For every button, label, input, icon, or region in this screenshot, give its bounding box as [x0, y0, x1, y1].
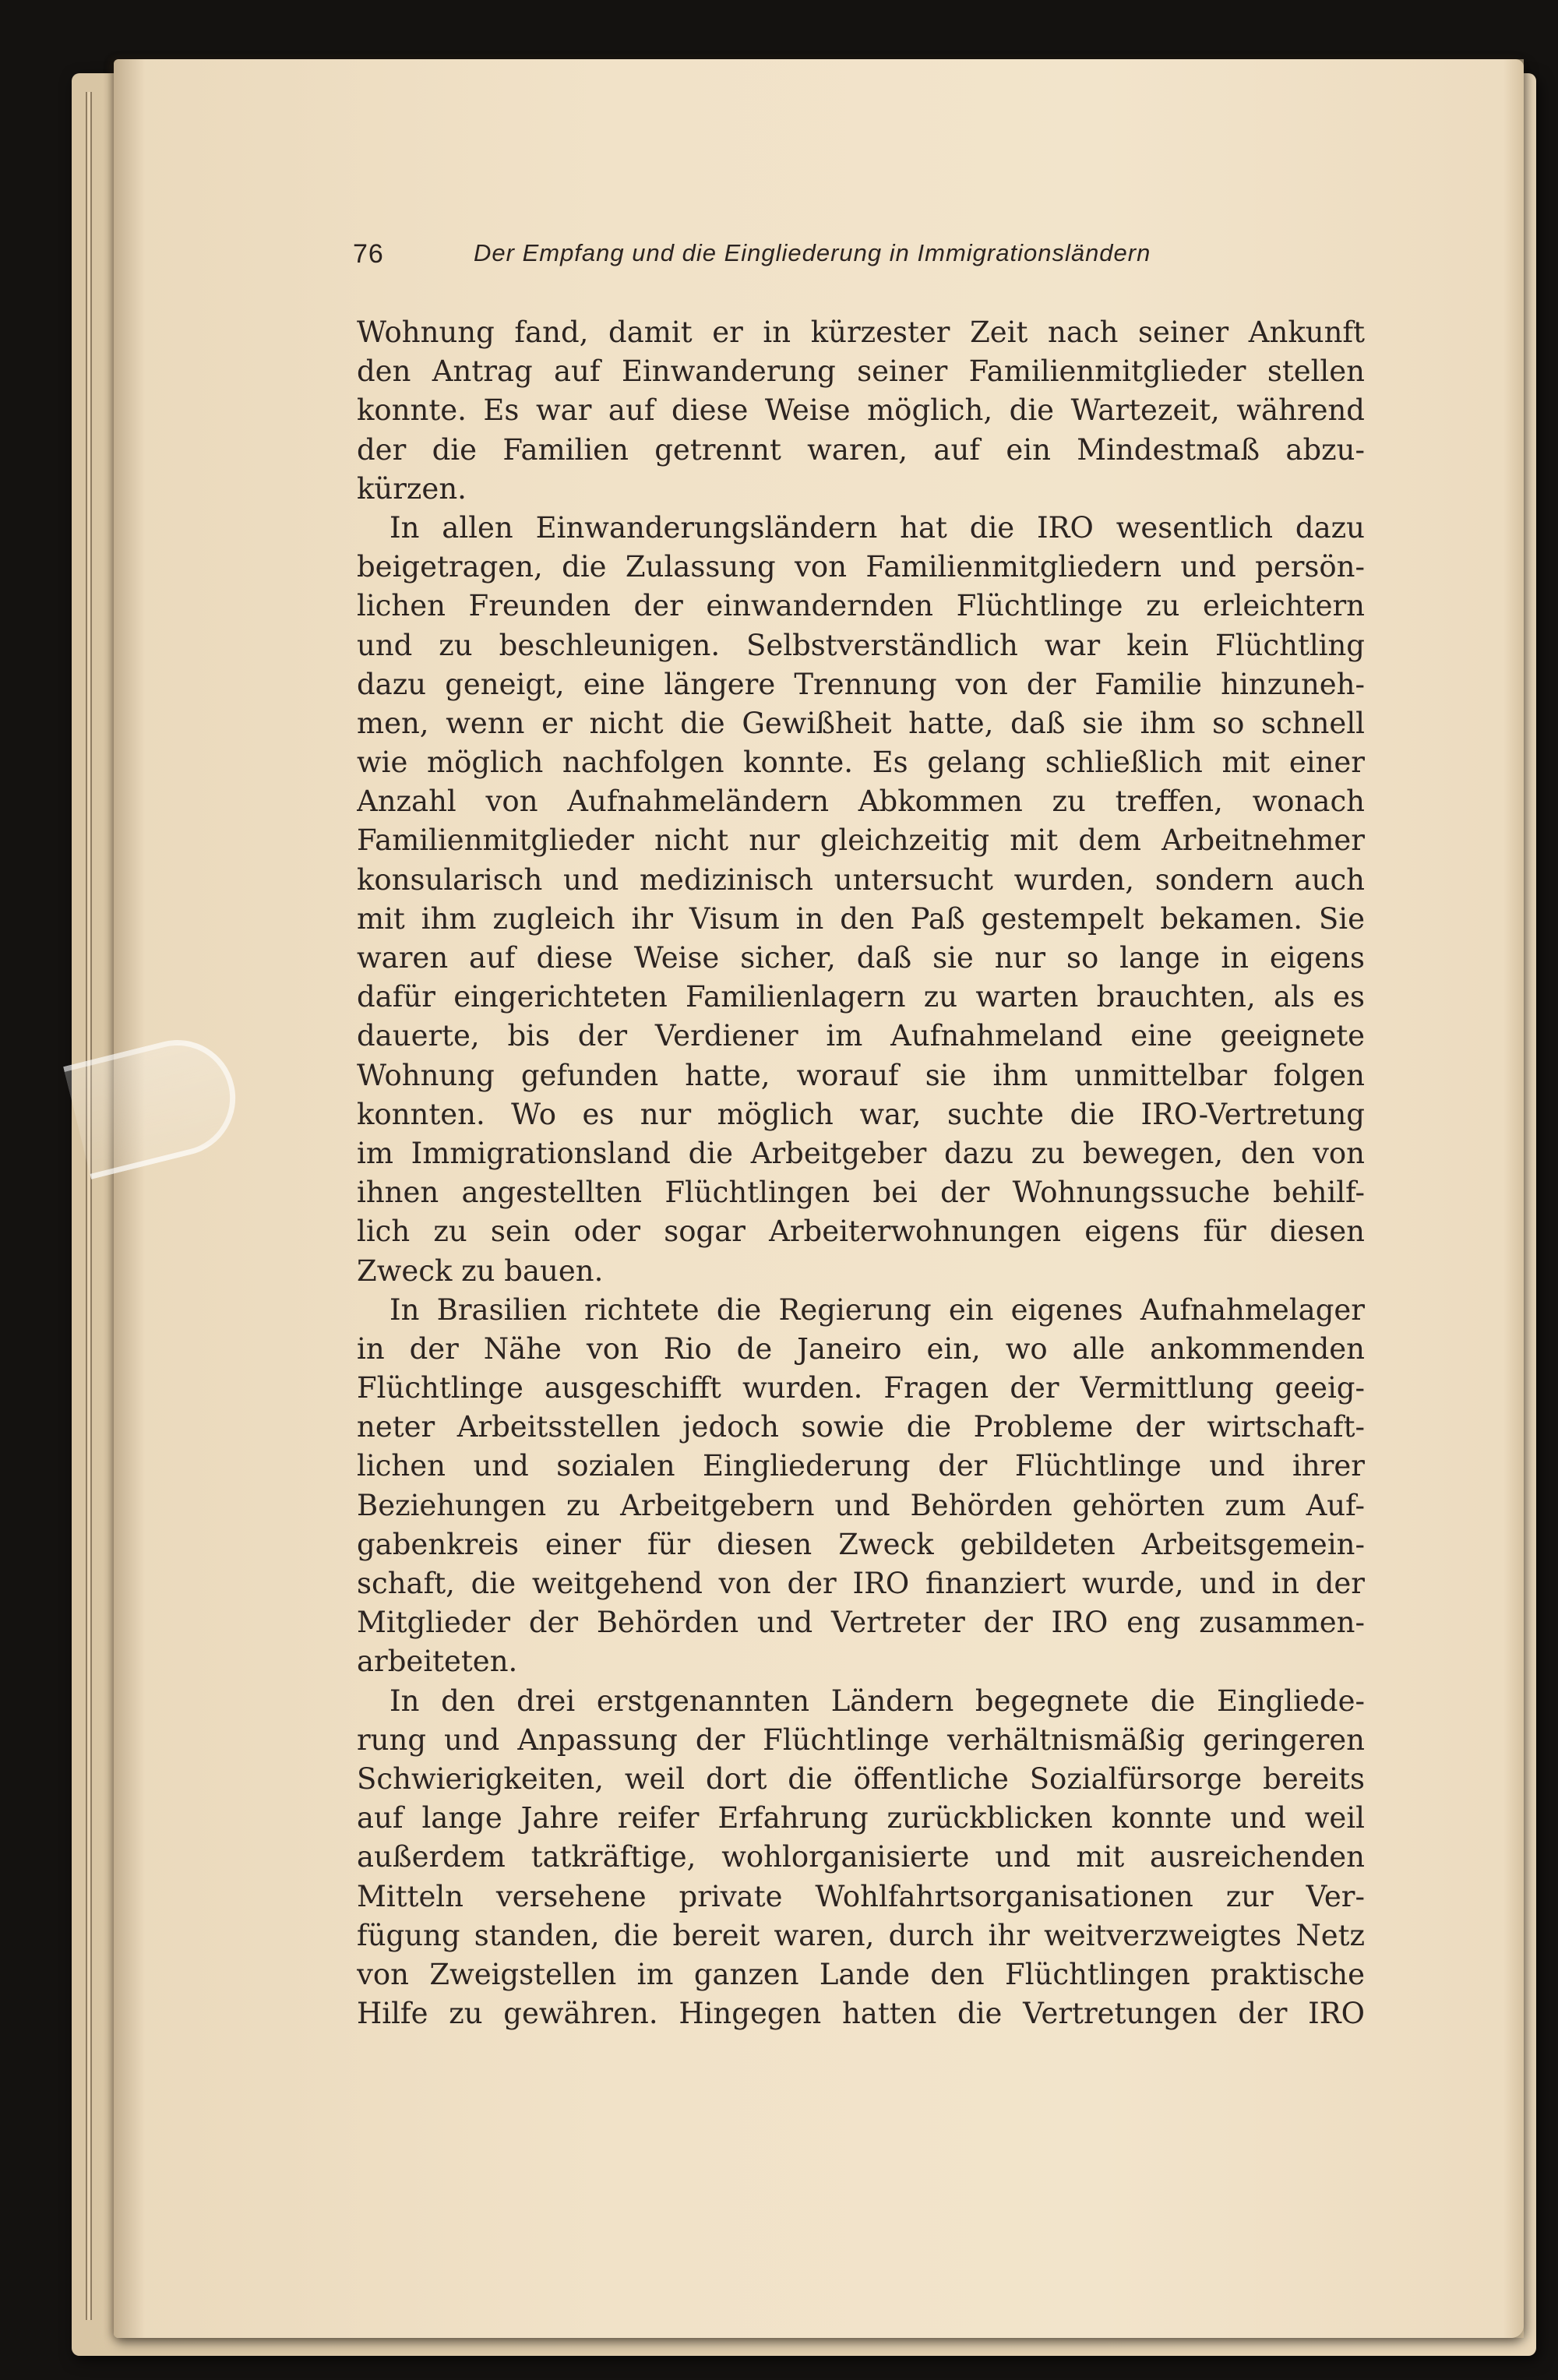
- paragraph: [357, 1682, 1365, 2034]
- text-line: außerdem tatkräftige, wohlorganisierte und mit ausreichenden: [357, 1840, 1365, 1874]
- text-line: wie möglich nachfolgen konnte. Es gelang schließlich mit einer: [357, 746, 1365, 780]
- text-line: von Zweigstellen im ganzen Lande den Flüchtlingen praktische: [357, 1957, 1365, 1991]
- text-line: und zu beschleunigen. Selbstverständlich war kein Flüchtling: [357, 628, 1365, 662]
- text-line: In Brasilien richtete die Regierung ein eigenes Aufnahmelager: [390, 1292, 1365, 1327]
- text-line: lichen und sozialen Eingliederung der Flüchtlinge und ihrer: [357, 1449, 1365, 1483]
- text-line: Familienmitglieder nicht nur gleichzeitig mit dem Arbeitnehmer: [357, 823, 1365, 858]
- text-line: dafür eingerichteten Familienlagern zu warten brauchten, als es: [357, 980, 1365, 1014]
- text-line: waren auf diese Weise sicher, daß sie nur so lange in eigens: [357, 941, 1365, 975]
- text-line: In allen Einwanderungsländern hat die IRO wesentlich dazu: [390, 510, 1365, 545]
- paragraph: [357, 313, 1365, 509]
- text-line: Mitglieder der Behörden und Vertreter der IRO eng zusammen-: [357, 1606, 1365, 1640]
- text-line: Wohnung fand, damit er in kürzester Zeit nach seiner Ankunft: [357, 316, 1365, 349]
- text-line: lich zu sein oder sogar Arbeiterwohnungen eigens für diesen: [357, 1215, 1365, 1249]
- text-line: in der Nähe von Rio de Janeiro ein, wo alle ankommenden: [357, 1331, 1365, 1366]
- paragraph: [357, 509, 1365, 1291]
- text-line: In den drei erstgenannten Ländern begegnete die Eingliede-: [390, 1684, 1365, 1718]
- text-line: arbeiteten.: [357, 1645, 518, 1679]
- text-line: men, wenn er nicht die Gewißheit hatte, daß sie ihm so schnell: [357, 706, 1365, 740]
- text-line: schaft, die weitgehend von der IRO finanziert wurde, und in der: [357, 1567, 1365, 1600]
- text-line: konsularisch und medizinisch untersucht wurden, sondern auch: [357, 862, 1365, 897]
- text-line: der die Familien getrennt waren, auf ein Mindestmaß abzu-: [357, 432, 1365, 467]
- text-line: gabenkreis einer für diesen Zweck gebildeten Arbeitsgemein-: [357, 1527, 1365, 1561]
- page-edge: [1503, 59, 1524, 2338]
- text-line: Zweck zu bauen.: [357, 1253, 604, 1288]
- text-line: Wohnung gefunden hatte, worauf sie ihm unmittelbar folgen: [357, 1058, 1365, 1092]
- text-line: lichen Freunden der einwandernden Flüchtlinge zu erleichtern: [357, 589, 1365, 623]
- text-line: Hilfe zu gewähren. Hingegen hatten die Vertretungen der IRO: [357, 1997, 1365, 2031]
- text-line: ihnen angestellten Flüchtlingen bei der Wohnungssuche behilf-: [357, 1176, 1365, 1210]
- text-line: Schwierigkeiten, weil dort die öffentliche Sozialfürsorge bereits: [357, 1761, 1365, 1796]
- text-line: konnte. Es war auf diese Weise möglich, die Wartezeit, während: [357, 393, 1365, 428]
- running-head: Der Empfang und die Eingliederung in Immigrationsländern: [474, 239, 1151, 266]
- text-line: Mitteln versehene private Wohlfahrtsorganisationen zur Ver-: [357, 1879, 1365, 1913]
- text-line: kürzen.: [357, 471, 467, 506]
- body-text: [357, 313, 1365, 2033]
- text-line: Beziehungen zu Arbeitgebern und Behörden gehörten zum Auf-: [357, 1488, 1365, 1522]
- text-line: Anzahl von Aufnahmeländern Abkommen zu treffen, wonach: [357, 785, 1365, 819]
- text-line: dazu geneigt, eine längere Trennung von der Familie hinzuneh-: [357, 667, 1365, 701]
- text-line: auf lange Jahre reifer Erfahrung zurückblicken konnte und weil: [357, 1801, 1365, 1835]
- page-header: [353, 239, 1366, 286]
- text-line: beigetragen, die Zulassung von Familienmitgliedern und persön-: [357, 550, 1365, 584]
- text-line: rung und Anpassung der Flüchtlinge verhältnismäßig geringeren: [357, 1722, 1365, 1757]
- text-line: Flüchtlinge ausgeschifft wurden. Fragen der Vermittlung geeig-: [357, 1371, 1365, 1405]
- text-line: mit ihm zugleich ihr Visum in den Paß gestempelt bekamen. Sie: [357, 901, 1365, 936]
- text-line: den Antrag auf Einwanderung seiner Familienmitglieder stellen: [357, 354, 1365, 389]
- text-line: dauerte, bis der Verdiener im Aufnahmeland eine geeignete: [357, 1019, 1365, 1053]
- text-line: fügung standen, die bereit waren, durch ihr weitverzweigtes Netz: [357, 1918, 1365, 1952]
- text-line: neter Arbeitsstellen jedoch sowie die Probleme der wirtschaft-: [357, 1410, 1365, 1444]
- paragraph: [357, 1291, 1365, 1682]
- page-number: 76: [353, 239, 384, 269]
- spine-shadow: [114, 59, 145, 2338]
- text-line: im Immigrationsland die Arbeitgeber dazu zu bewegen, den von: [357, 1136, 1365, 1170]
- text-line: konnten. Wo es nur möglich war, suchte die IRO-Vertretung: [357, 1097, 1365, 1131]
